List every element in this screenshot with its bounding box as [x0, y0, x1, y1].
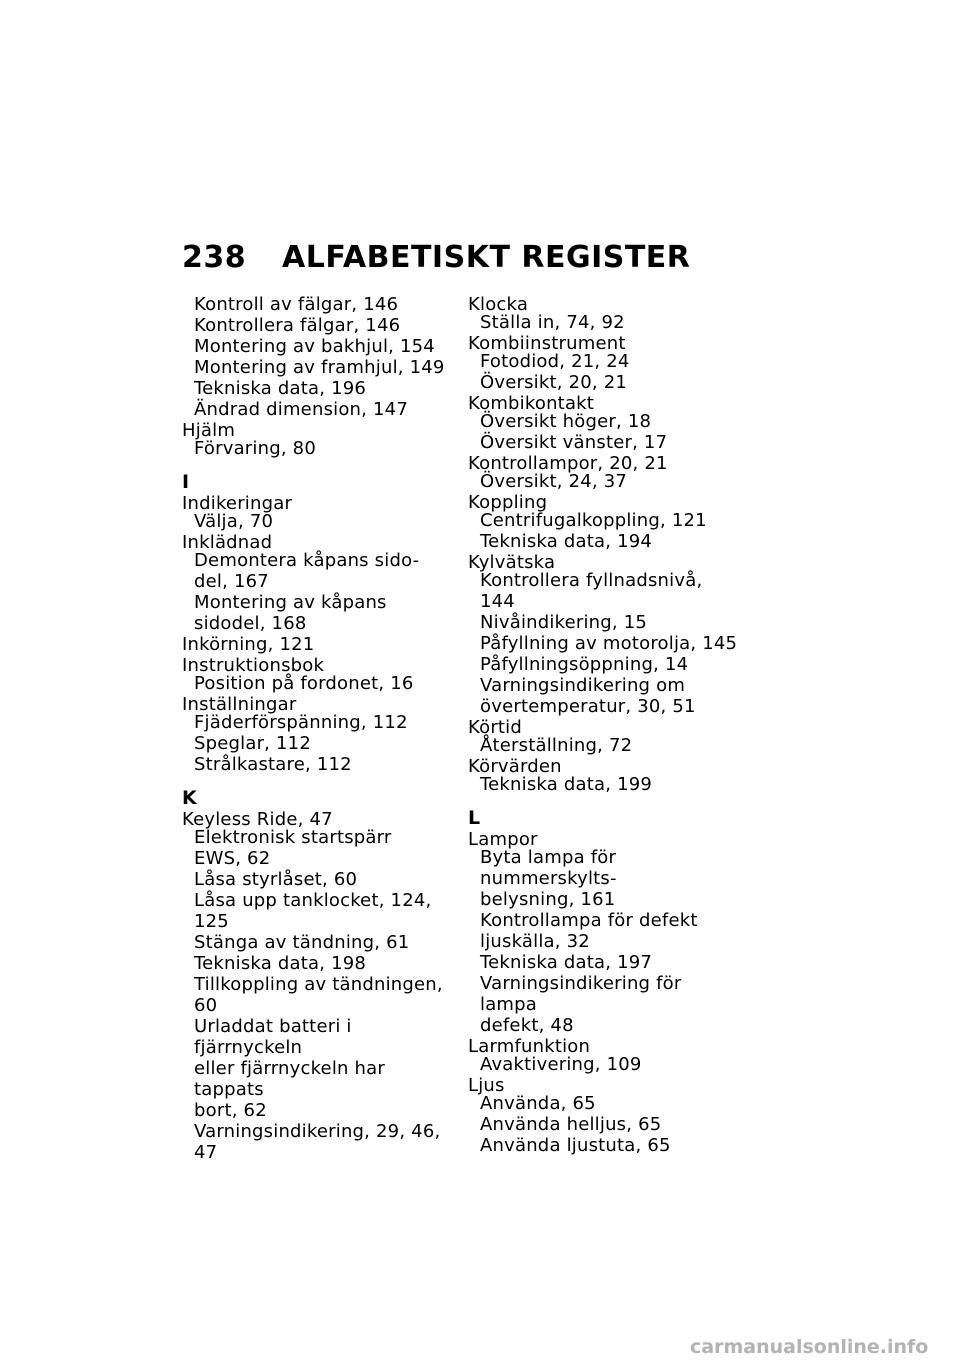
- section-letter: K: [182, 787, 197, 809]
- index-subentry: Påfyllningsöppning, 14: [480, 654, 689, 675]
- index-subentry: Översikt höger, 18: [480, 411, 652, 432]
- index-subentry: Tekniska data, 194: [480, 531, 653, 552]
- index-subentry: Påfyllning av motorolja, 145: [480, 633, 738, 654]
- index-subentry: Stänga av tändning, 61: [194, 932, 410, 953]
- index-subentry: Varningsindikering, 29, 46, 47: [194, 1121, 441, 1163]
- page-number: 238: [182, 240, 247, 275]
- index-entry: Körtid: [468, 717, 523, 738]
- index-entry: Kontrollampor, 20, 21: [468, 453, 668, 474]
- index-subentry: Kontrollera fälgar, 146: [194, 315, 401, 336]
- index-subentry: Låsa upp tanklocket, 124,: [194, 890, 432, 911]
- watermark: carmanualsonline.info: [690, 1336, 929, 1358]
- index-subentry: Använda, 65: [480, 1093, 596, 1114]
- section-letter: L: [468, 807, 481, 829]
- index-subentry: Välja, 70: [194, 511, 274, 532]
- index-subentry: Översikt, 24, 37: [480, 471, 628, 492]
- index-entry: Keyless Ride, 47: [182, 809, 333, 830]
- index-subentry: Speglar, 112: [194, 733, 311, 754]
- index-entry: Kombiinstrument: [468, 333, 626, 354]
- index-subentry: Nivåindikering, 15: [480, 612, 648, 633]
- index-entry: Inställningar: [182, 694, 297, 715]
- index-subentry: Förvaring, 80: [194, 438, 316, 459]
- index-subentry: Montering av framhjul, 149: [194, 357, 445, 378]
- index-subentry: Kontrollampa för defekt: [480, 910, 698, 931]
- index-subentry: Montering av kåpans: [194, 592, 387, 613]
- index-subentry: Tillkoppling av tändningen, 60: [194, 974, 443, 1016]
- index-entry: Instruktionsbok: [182, 655, 325, 676]
- page-title: ALFABETISKT REGISTER: [282, 240, 691, 275]
- section-letter: I: [182, 471, 190, 493]
- index-subentry: Demontera kåpans sido-: [194, 550, 420, 571]
- index-entry: Körvärden: [468, 756, 562, 777]
- index-entry: Ljus: [468, 1075, 505, 1096]
- index-subentry: Låsa styrlåset, 60: [194, 869, 358, 890]
- index-subentry: del, 167: [194, 571, 269, 592]
- index-subentry: 125: [194, 911, 229, 932]
- index-subentry: Översikt, 20, 21: [480, 372, 628, 393]
- index-entry: Inklädnad: [182, 532, 273, 553]
- index-subentry: Tekniska data, 196: [194, 378, 367, 399]
- index-subentry: Varningsindikering om: [480, 675, 686, 696]
- index-subentry: Ändrad dimension, 147: [194, 399, 408, 420]
- index-subentry: Kontroll av fälgar, 146: [194, 294, 399, 315]
- index-entry: Lampor: [468, 829, 538, 850]
- index-subentry: Byta lampa för nummerskylts-: [480, 847, 617, 889]
- index-entry: Indikeringar: [182, 493, 293, 514]
- index-subentry: Strålkastare, 112: [194, 754, 352, 775]
- index-column-left: [182, 294, 457, 1163]
- index-entry: Hjälm: [182, 420, 236, 441]
- index-subentry: Kontrollera fyllnadsnivå, 144: [480, 570, 703, 612]
- index-subentry: Fotodiod, 21, 24: [480, 351, 630, 372]
- index-subentry: sidodel, 168: [194, 613, 307, 634]
- index-entry: Koppling: [468, 492, 548, 513]
- index-entry: Kombikontakt: [468, 393, 595, 414]
- index-subentry: Montering av bakhjul, 154: [194, 336, 435, 357]
- index-subentry: Elektronisk startspärr: [194, 827, 392, 848]
- index-subentry: Centrifugalkoppling, 121: [480, 510, 707, 531]
- index-subentry: Tekniska data, 199: [480, 774, 653, 795]
- index-subentry: belysning, 161: [480, 889, 616, 910]
- index-subentry: ljuskälla, 32: [480, 931, 590, 952]
- index-subentry: Varningsindikering för lampa: [480, 973, 682, 1015]
- index-subentry: Återställning, 72: [480, 735, 633, 756]
- index-subentry: Avaktivering, 109: [480, 1054, 642, 1075]
- index-subentry: Urladdat batteri i fjärrnyckeln: [194, 1016, 352, 1058]
- index-subentry: defekt, 48: [480, 1015, 574, 1036]
- index-subentry: Använda helljus, 65: [480, 1114, 662, 1135]
- index-column-right: [468, 294, 743, 1156]
- index-subentry: Fjäderförspänning, 112: [194, 712, 408, 733]
- index-entry: Inkörning, 121: [182, 634, 315, 655]
- index-entry: Kylvätska: [468, 552, 556, 573]
- index-subentry: Använda ljustuta, 65: [480, 1135, 671, 1156]
- index-subentry: Tekniska data, 198: [194, 953, 367, 974]
- index-subentry: bort, 62: [194, 1100, 267, 1121]
- index-subentry: Översikt vänster, 17: [480, 432, 668, 453]
- index-subentry: Position på fordonet, 16: [194, 673, 414, 694]
- page-header: [182, 240, 690, 275]
- index-subentry: övertemperatur, 30, 51: [480, 696, 696, 717]
- index-entry: Klocka: [468, 294, 529, 315]
- index-subentry: EWS, 62: [194, 848, 271, 869]
- index-subentry: Tekniska data, 197: [480, 952, 653, 973]
- index-subentry: eller fjärrnyckeln har tappats: [194, 1058, 385, 1100]
- index-subentry: Ställa in, 74, 92: [480, 312, 625, 333]
- index-entry: Larmfunktion: [468, 1036, 591, 1057]
